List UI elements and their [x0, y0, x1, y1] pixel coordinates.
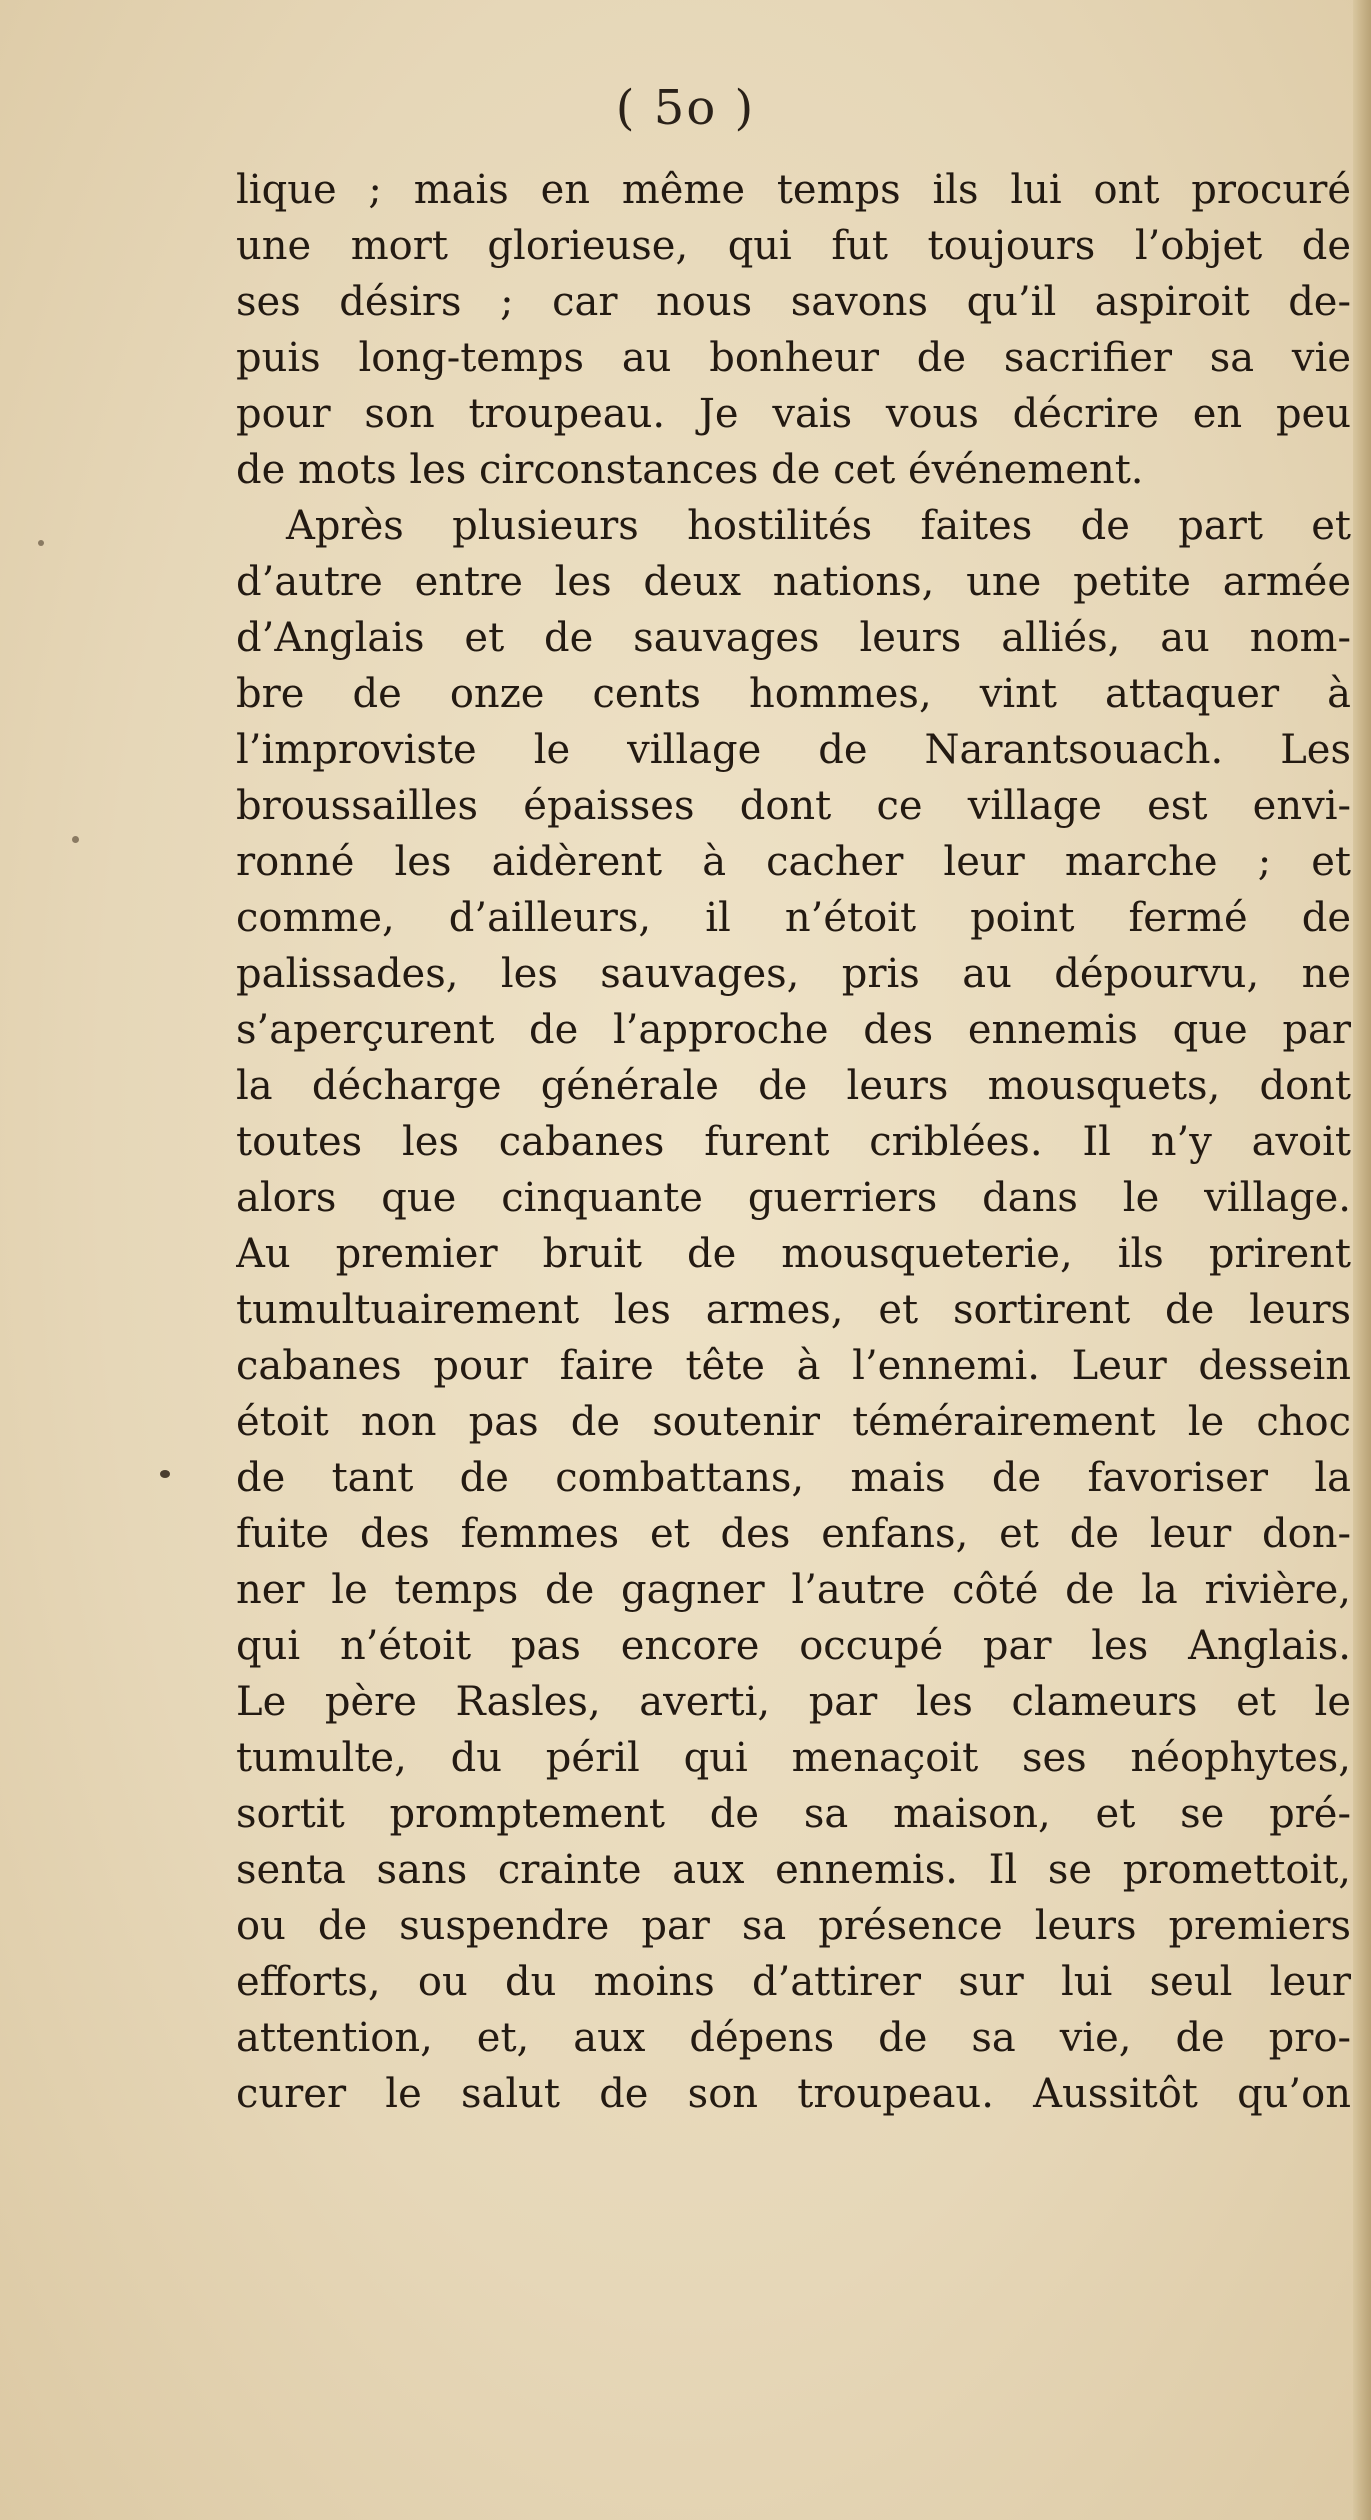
text-line: de mots les circonstances de cet événement. [236, 447, 1144, 493]
text-line: l’improviste le village de Narantsouach. Les [236, 727, 1351, 773]
text-line: pour son troupeau. Je vais vous décrire en peu [236, 391, 1351, 437]
text-line: Le père Rasles, averti, par les clameurs et le [236, 1679, 1351, 1725]
page-edge [1353, 0, 1371, 2520]
text-line: de tant de combattans, mais de favoriser la [236, 1455, 1351, 1501]
text-line: fuite des femmes et des enfans, et de leur don- [236, 1511, 1351, 1557]
text-line: ner le temps de gagner l’autre côté de la rivière, [236, 1567, 1351, 1613]
text-line: palissades, les sauvages, pris au dépourvu, ne [236, 951, 1351, 997]
text-line: ou de suspendre par sa présence leurs premiers [236, 1903, 1351, 1949]
text-line: Au premier bruit de mousqueterie, ils prirent [236, 1231, 1351, 1277]
text-line: ronné les aidèrent à cacher leur marche ; et [236, 839, 1351, 885]
text-line: tumulte, du péril qui menaçoit ses néophytes, [236, 1735, 1351, 1781]
text-line: une mort glorieuse, qui fut toujours l’objet de [236, 223, 1351, 269]
text-line: comme, d’ailleurs, il n’étoit point fermé de [236, 895, 1351, 941]
text-line: efforts, ou du moins d’attirer sur lui seul leur [236, 1959, 1351, 2005]
text-line: qui n’étoit pas encore occupé par les Anglais. [236, 1623, 1351, 1669]
text-line: Après plusieurs hostilités faites de part et [286, 503, 1351, 549]
text-line: d’Anglais et de sauvages leurs alliés, au nom- [236, 615, 1351, 661]
text-line: attention, et, aux dépens de sa vie, de pro- [236, 2015, 1351, 2061]
margin-speck [160, 1470, 170, 1478]
text-line: lique ; mais en même temps ils lui ont procuré [236, 167, 1351, 213]
text-line: la décharge générale de leurs mousquets, dont [236, 1063, 1351, 1109]
text-line: senta sans crainte aux ennemis. Il se promettoit, [236, 1847, 1351, 1893]
text-line: broussailles épaisses dont ce village est envi- [236, 783, 1351, 829]
text-line: s’aperçurent de l’approche des ennemis que par [236, 1007, 1351, 1053]
text-line: étoit non pas de soutenir témérairement le choc [236, 1399, 1351, 1445]
page-number: ( 5o ) [615, 80, 756, 136]
text-line: tumultuairement les armes, et sortirent de leurs [236, 1287, 1351, 1333]
text-line: toutes les cabanes furent criblées. Il n’y avoit [236, 1119, 1351, 1165]
text-line: curer le salut de son troupeau. Aussitôt qu’on [236, 2071, 1351, 2117]
margin-speck [72, 836, 79, 843]
body-text [236, 162, 1351, 2122]
text-line: d’autre entre les deux nations, une petite armée [236, 559, 1351, 605]
margin-speck [38, 540, 44, 546]
text-line: sortit promptement de sa maison, et se pré- [236, 1791, 1351, 1837]
text-line: ses désirs ; car nous savons qu’il aspiroit de- [236, 279, 1351, 325]
text-line: alors que cinquante guerriers dans le village. [236, 1175, 1351, 1221]
text-line: cabanes pour faire tête à l’ennemi. Leur dessein [236, 1343, 1351, 1389]
text-line: bre de onze cents hommes, vint attaquer à [236, 671, 1351, 717]
text-line: puis long-temps au bonheur de sacrifier sa vie [236, 335, 1351, 381]
